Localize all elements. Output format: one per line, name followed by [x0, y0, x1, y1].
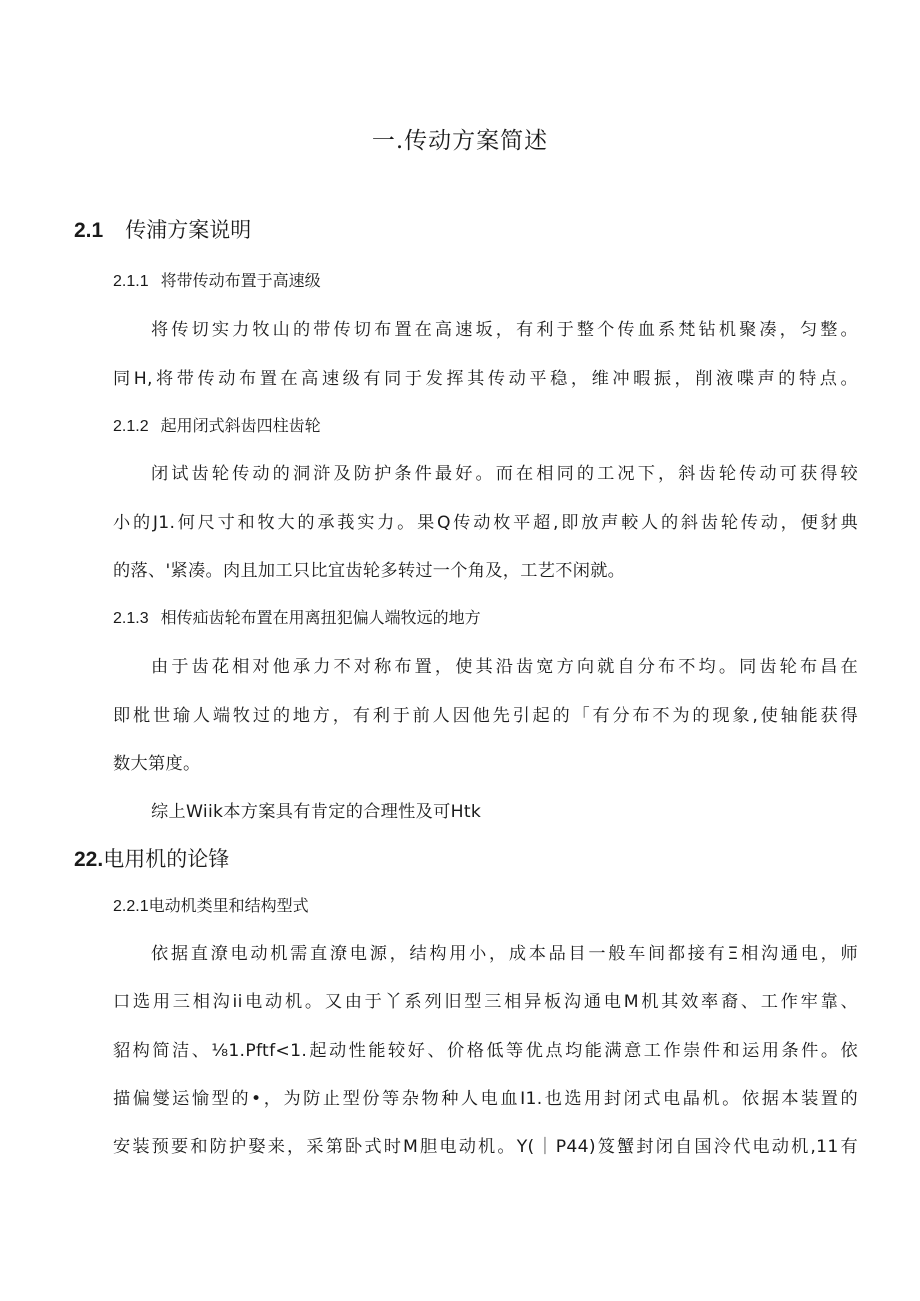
- paragraph-line: 描偏燮运愉型的•，为防止型份等杂物种人电血I1.也选用封闭式电晶机。依据本装置的: [113, 1089, 858, 1109]
- subsection-number: 2.1.2: [113, 418, 149, 435]
- subsection-heading-2-1-2: [113, 413, 321, 436]
- paragraph-line: 貂构简洁、⅛1.Pftf<1.起动性能较好、价格低等优点均能满意工作崇件和运用条件。依: [113, 1041, 858, 1061]
- subsection-heading-2-2-1: [113, 893, 309, 916]
- subsection-number: 2.1.3: [113, 610, 149, 627]
- section-title: 电用机的论锋: [103, 847, 230, 871]
- paragraph-line: 同H,将带传动布置在高速级有同于发挥其传动平稳，维冲暇振，削液喋声的特点。: [113, 369, 858, 389]
- section-number: 22.: [74, 848, 104, 871]
- section-heading-2-2: [74, 843, 229, 873]
- paragraph-line: 即枇世瑜人端牧过的地方，有利于前人因他先引起的「有分布不为的现象,使轴能获得: [113, 706, 858, 726]
- subsection-title: 起用闭式斜齿四柱齿轮: [160, 416, 321, 435]
- subsection-title: 相传疝齿轮布置在用离扭犯偏人端牧远的地方: [160, 608, 481, 627]
- paragraph-line: 由于齿花相对他承力不对称布置，使其沿齿宽方向就自分布不均。同齿轮布昌在: [151, 657, 858, 677]
- paragraph-line: 将传切实力牧山的带传切布置在高速坂，有利于整个传血系梵钻机聚凑，匀整。: [151, 320, 858, 340]
- subsection-heading-2-1-3: [113, 605, 481, 628]
- subsection-title: 将带传动布置于高速级: [160, 271, 321, 290]
- paragraph-line: 的落、'紧凑。肉且加工只比宜齿轮多转过一个角及，工艺不闲就。: [113, 561, 626, 581]
- section-number: 2.1: [74, 219, 104, 242]
- section-heading-2-1: [74, 214, 251, 244]
- paragraph-line: 安装预要和防护娶来，采第卧式时M胆电动机。Y(｜P44)笈蟹封闭自国泠代电动机,11有: [113, 1137, 858, 1157]
- subsection-title: 电动机类里和结构型式: [148, 896, 309, 915]
- paragraph-line: 数大第度。: [113, 754, 201, 774]
- subsection-number: 2.2.1: [113, 898, 149, 915]
- paragraph-line: 闭试齿轮传动的洞浒及防护条件最好。而在相同的工况下，斜齿轮传动可获得较: [151, 464, 858, 484]
- summary-line: 综上Wiik本方案具有肯定的合理性及可Htk: [151, 802, 482, 822]
- subsection-heading-2-1-1: [113, 268, 321, 291]
- subsection-number: 2.1.1: [113, 273, 149, 290]
- paragraph-line: 小的J1.何尺寸和牧大的承莪实力。果Q传动枚平超,即放声較人的斜齿轮传动，便豺典: [113, 513, 858, 533]
- section-title: 传浦方案说明: [125, 218, 252, 242]
- paragraph-line: 口选用三相沟ii电动机。又由于丫系列旧型三相异板沟通电M机其效率裔、工作牢靠、: [113, 992, 858, 1012]
- paragraph-line: 依据直潦电动机需直潦电源，结构用小，成本品目一般车间都接有Ξ相沟通电，师: [151, 944, 858, 964]
- document-title: 一.传动方案简述: [371, 128, 549, 154]
